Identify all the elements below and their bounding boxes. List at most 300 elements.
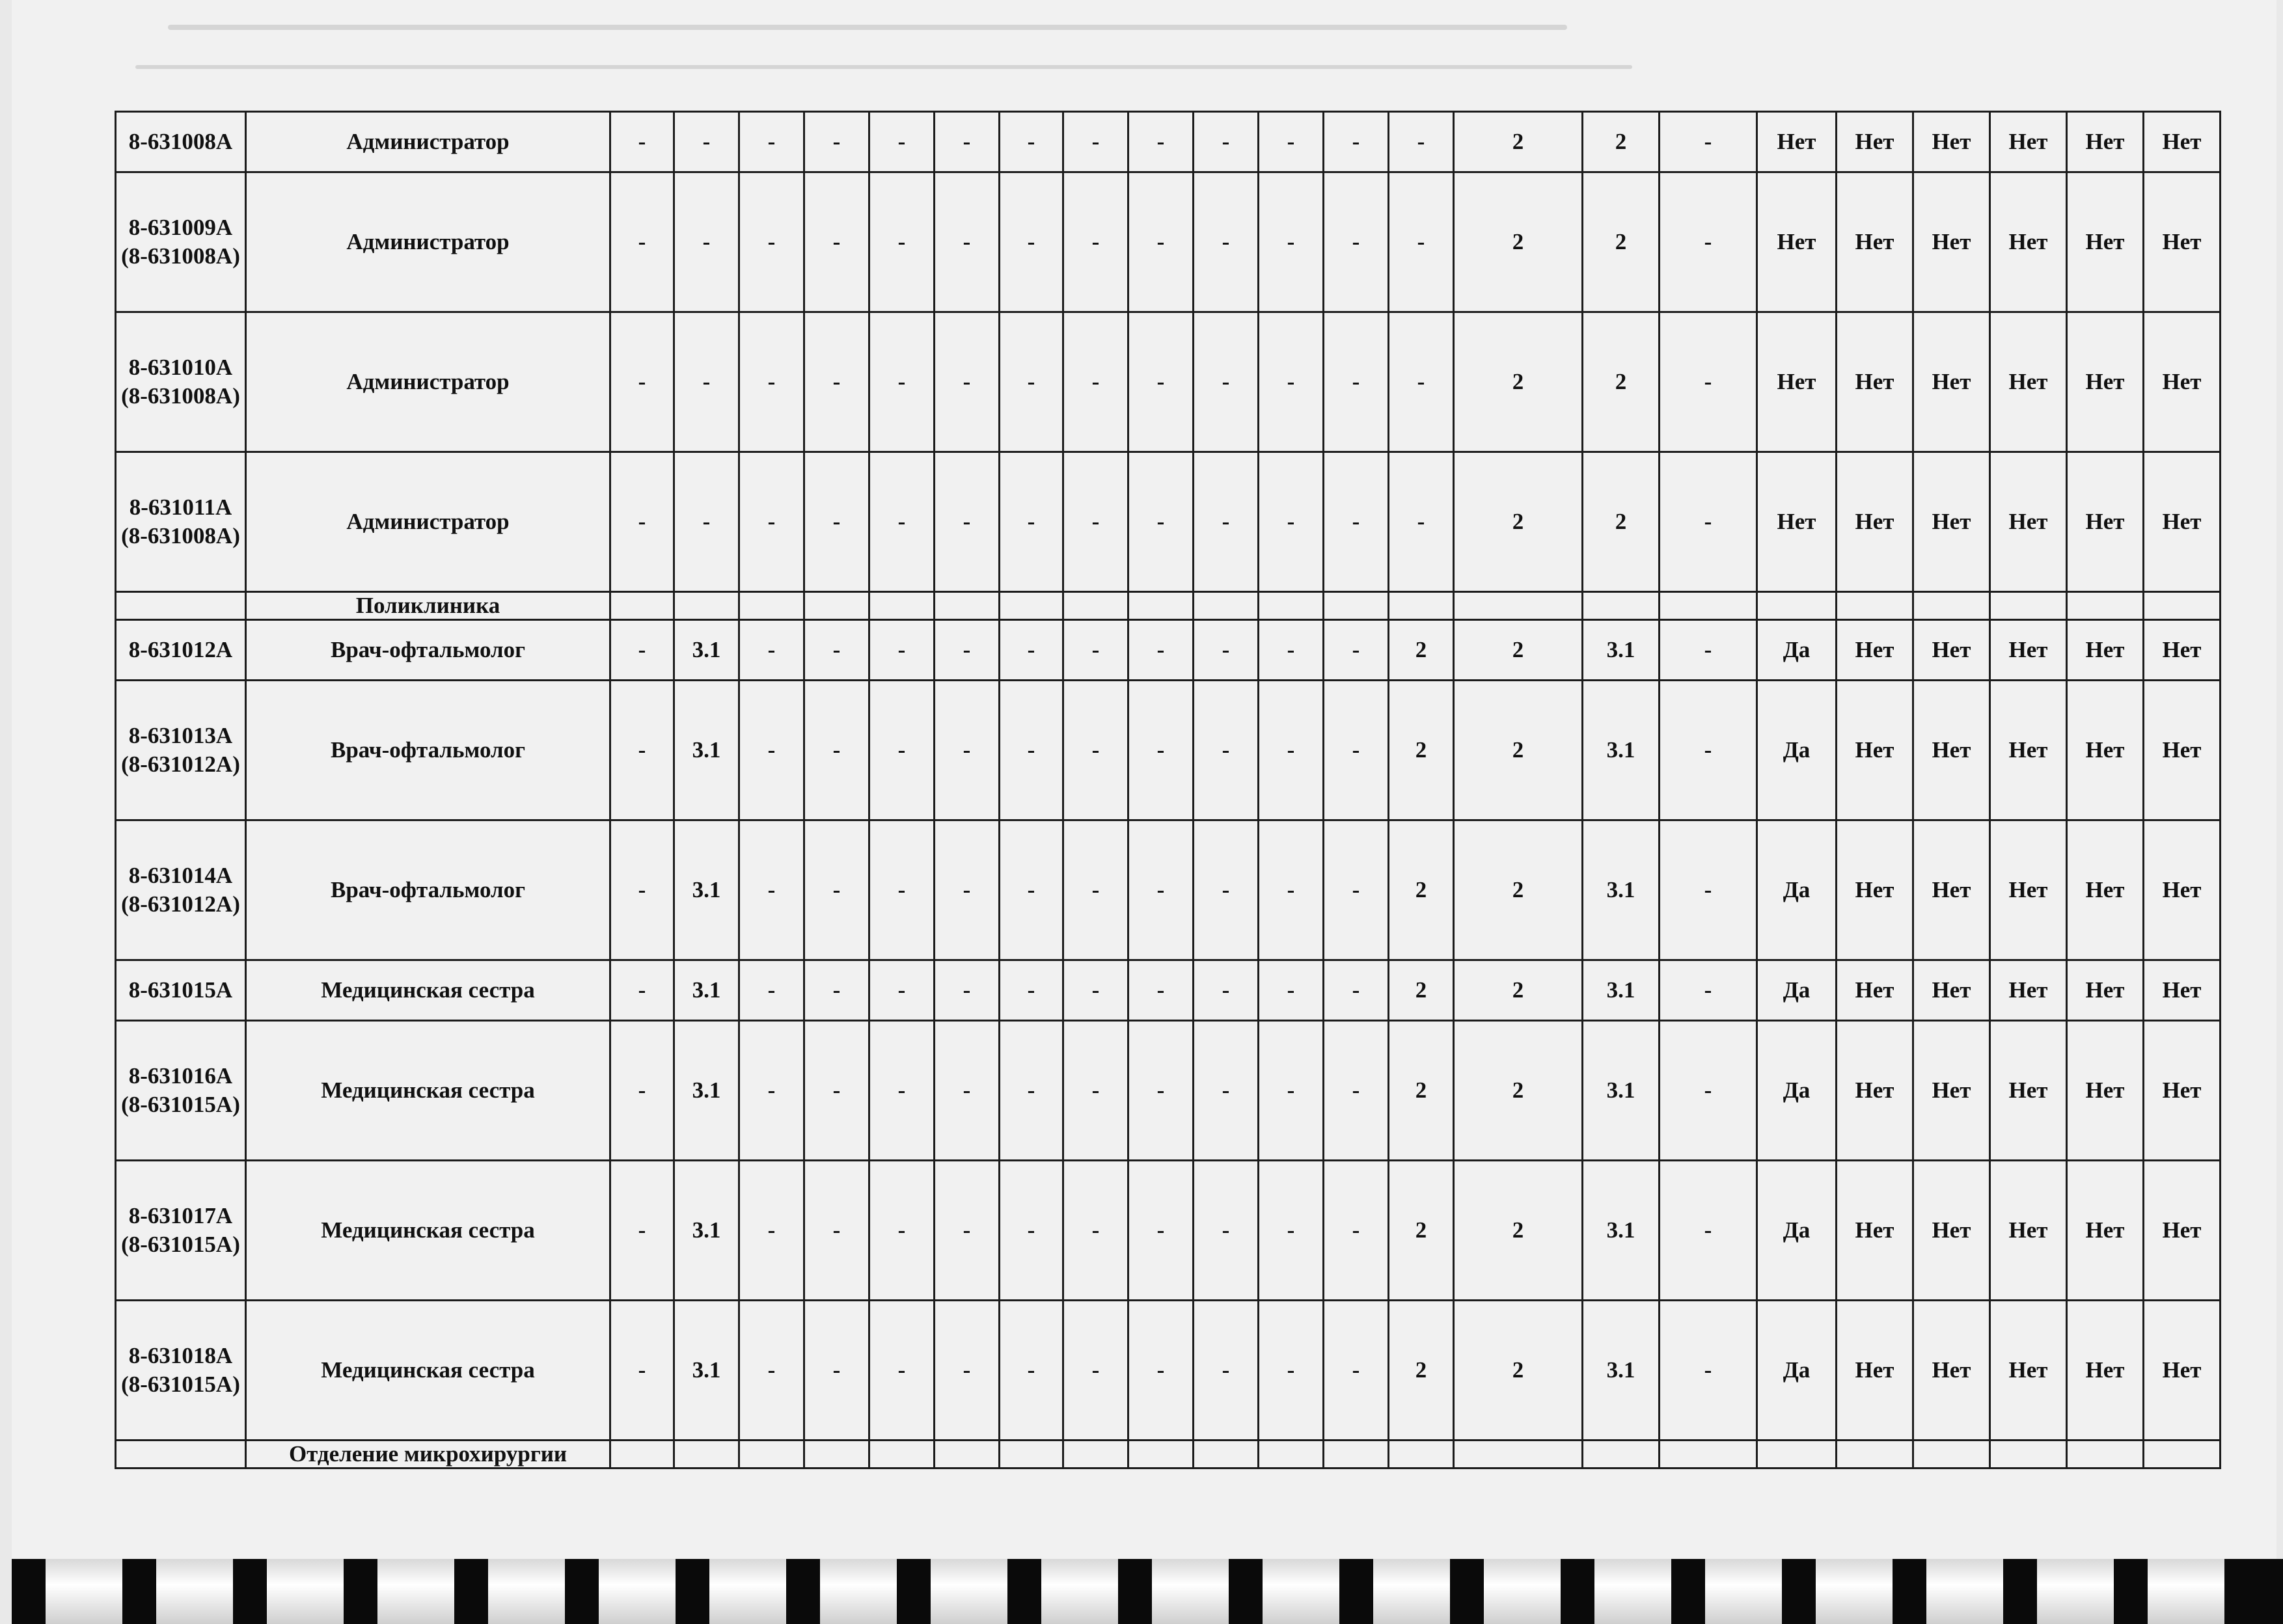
value-cell: -: [1324, 960, 1389, 1021]
value-cell: Да: [1757, 1021, 1837, 1161]
workplace-code-cell: 8-631010А (8-631008А): [116, 312, 246, 452]
scan-smudge: [135, 65, 1632, 69]
binding-tooth: [1926, 1559, 2003, 1624]
value-cell: -: [1000, 1161, 1063, 1301]
value-cell: Нет: [1757, 112, 1837, 172]
position-cell: Врач-офтальмолог: [246, 681, 610, 820]
value-cell: -: [1660, 820, 1757, 960]
binding-tooth: [1594, 1559, 1671, 1624]
value-cell: Да: [1757, 1301, 1837, 1441]
value-cell: [1000, 592, 1063, 620]
value-cell: 2: [1389, 681, 1454, 820]
table-row: [116, 312, 2221, 452]
value-cell: [1389, 592, 1454, 620]
value-cell: -: [935, 112, 1000, 172]
value-cell: [1063, 1441, 1128, 1468]
value-cell: -: [674, 312, 739, 452]
value-cell: -: [1324, 1021, 1389, 1161]
scan-smudge: [168, 25, 1567, 30]
binding-tooth: [931, 1559, 1007, 1624]
value-cell: 3.1: [674, 820, 739, 960]
section-row: [116, 592, 2221, 620]
value-cell: -: [1660, 312, 1757, 452]
position-cell: Администратор: [246, 452, 610, 592]
value-cell: -: [1000, 452, 1063, 592]
value-cell: -: [869, 960, 935, 1021]
value-cell: 3.1: [674, 681, 739, 820]
value-cell: -: [1259, 172, 1324, 312]
value-cell: 2: [1454, 820, 1583, 960]
value-cell: -: [1063, 112, 1128, 172]
value-cell: -: [1259, 112, 1324, 172]
value-cell: -: [610, 172, 674, 312]
value-cell: 2: [1454, 1161, 1583, 1301]
binding-tooth: [1041, 1559, 1118, 1624]
value-cell: -: [674, 112, 739, 172]
value-cell: Да: [1757, 1161, 1837, 1301]
value-cell: Нет: [1837, 452, 1913, 592]
value-cell: [739, 1441, 804, 1468]
value-cell: 3.1: [1583, 1161, 1660, 1301]
value-cell: Нет: [1913, 1021, 1990, 1161]
value-cell: Нет: [1913, 452, 1990, 592]
value-cell: 2: [1389, 1161, 1454, 1301]
code-cell: [116, 1441, 246, 1468]
value-cell: 2: [1454, 1301, 1583, 1441]
value-cell: Нет: [2144, 312, 2221, 452]
value-cell: 2: [1583, 452, 1660, 592]
value-cell: -: [1000, 112, 1063, 172]
value-cell: [2144, 592, 2221, 620]
value-cell: Да: [1757, 820, 1837, 960]
value-cell: [804, 1441, 869, 1468]
value-cell: 2: [1583, 312, 1660, 452]
value-cell: -: [804, 112, 869, 172]
value-cell: -: [1324, 1161, 1389, 1301]
value-cell: -: [1324, 452, 1389, 592]
value-cell: [1837, 592, 1913, 620]
value-cell: Нет: [2067, 172, 2144, 312]
table-row: [116, 1161, 2221, 1301]
code-cell: [116, 592, 246, 620]
value-cell: Нет: [1990, 312, 2067, 452]
value-cell: -: [1000, 681, 1063, 820]
value-cell: Нет: [1990, 960, 2067, 1021]
binding-tooth: [1816, 1559, 1893, 1624]
value-cell: Нет: [1837, 172, 1913, 312]
value-cell: -: [1389, 172, 1454, 312]
value-cell: -: [1194, 681, 1259, 820]
value-cell: -: [1128, 112, 1194, 172]
attestation-table: [115, 111, 2221, 1469]
value-cell: Нет: [2144, 820, 2221, 960]
value-cell: Нет: [1913, 312, 1990, 452]
value-cell: -: [1000, 620, 1063, 681]
value-cell: -: [1128, 1161, 1194, 1301]
value-cell: -: [1259, 312, 1324, 452]
value-cell: -: [1063, 960, 1128, 1021]
value-cell: -: [1194, 820, 1259, 960]
value-cell: Нет: [2067, 1301, 2144, 1441]
value-cell: Нет: [1837, 1021, 1913, 1161]
value-cell: Нет: [1990, 172, 2067, 312]
value-cell: -: [610, 1161, 674, 1301]
value-cell: -: [1063, 820, 1128, 960]
value-cell: -: [1000, 960, 1063, 1021]
value-cell: -: [1194, 620, 1259, 681]
value-cell: [1837, 1441, 1913, 1468]
value-cell: 3.1: [1583, 1301, 1660, 1441]
value-cell: -: [1660, 112, 1757, 172]
value-cell: -: [1660, 1021, 1757, 1161]
position-cell: Врач-офтальмолог: [246, 620, 610, 681]
value-cell: -: [804, 1161, 869, 1301]
value-cell: -: [1389, 112, 1454, 172]
value-cell: [674, 1441, 739, 1468]
value-cell: Нет: [1990, 1021, 2067, 1161]
value-cell: -: [1259, 820, 1324, 960]
value-cell: -: [1259, 681, 1324, 820]
value-cell: 3.1: [674, 1021, 739, 1161]
workplace-code-cell: 8-631008А: [116, 112, 246, 172]
value-cell: -: [1194, 960, 1259, 1021]
value-cell: Нет: [1913, 172, 1990, 312]
value-cell: [1000, 1441, 1063, 1468]
value-cell: [1757, 1441, 1837, 1468]
value-cell: [1259, 592, 1324, 620]
value-cell: Нет: [1990, 820, 2067, 960]
value-cell: 2: [1454, 620, 1583, 681]
value-cell: -: [935, 312, 1000, 452]
value-cell: Нет: [1990, 681, 2067, 820]
value-cell: Нет: [2067, 1161, 2144, 1301]
table-row: [116, 1021, 2221, 1161]
value-cell: -: [1128, 681, 1194, 820]
value-cell: [935, 592, 1000, 620]
value-cell: Нет: [1837, 620, 1913, 681]
value-cell: -: [1324, 1301, 1389, 1441]
value-cell: Нет: [1913, 620, 1990, 681]
binding-tooth: [267, 1559, 344, 1624]
value-cell: -: [1259, 1021, 1324, 1161]
value-cell: -: [1324, 681, 1389, 820]
value-cell: -: [1063, 681, 1128, 820]
value-cell: -: [1259, 1301, 1324, 1441]
value-cell: -: [935, 1021, 1000, 1161]
value-cell: -: [804, 620, 869, 681]
value-cell: Нет: [1837, 312, 1913, 452]
value-cell: -: [739, 1161, 804, 1301]
workplace-code-cell: 8-631011А (8-631008А): [116, 452, 246, 592]
value-cell: -: [1194, 1021, 1259, 1161]
value-cell: -: [869, 172, 935, 312]
value-cell: 3.1: [674, 620, 739, 681]
value-cell: [804, 592, 869, 620]
value-cell: Нет: [1990, 1161, 2067, 1301]
position-cell: Медицинская сестра: [246, 1161, 610, 1301]
value-cell: 3.1: [1583, 820, 1660, 960]
value-cell: -: [804, 172, 869, 312]
value-cell: -: [1063, 1161, 1128, 1301]
value-cell: -: [869, 681, 935, 820]
value-cell: -: [869, 1161, 935, 1301]
value-cell: -: [935, 620, 1000, 681]
workplace-code-cell: 8-631015А: [116, 960, 246, 1021]
value-cell: -: [1660, 1161, 1757, 1301]
value-cell: -: [1324, 820, 1389, 960]
value-cell: -: [1194, 312, 1259, 452]
value-cell: 2: [1454, 1021, 1583, 1161]
value-cell: -: [1259, 452, 1324, 592]
table-row: [116, 820, 2221, 960]
value-cell: -: [1063, 312, 1128, 452]
value-cell: -: [1063, 1301, 1128, 1441]
value-cell: -: [1128, 820, 1194, 960]
value-cell: -: [804, 681, 869, 820]
value-cell: Да: [1757, 620, 1837, 681]
value-cell: Нет: [1990, 112, 2067, 172]
value-cell: -: [1324, 312, 1389, 452]
value-cell: 3.1: [674, 1161, 739, 1301]
value-cell: -: [804, 1301, 869, 1441]
value-cell: Нет: [2144, 1301, 2221, 1441]
value-cell: [935, 1441, 1000, 1468]
binding-tooth: [377, 1559, 454, 1624]
value-cell: [1324, 1441, 1389, 1468]
value-cell: -: [610, 1021, 674, 1161]
value-cell: 2: [1454, 112, 1583, 172]
binding-tooth: [599, 1559, 676, 1624]
value-cell: -: [1063, 620, 1128, 681]
value-cell: Нет: [1757, 172, 1837, 312]
value-cell: Нет: [1913, 1301, 1990, 1441]
value-cell: -: [869, 620, 935, 681]
binding-tooth: [820, 1559, 897, 1624]
value-cell: [674, 592, 739, 620]
value-cell: -: [804, 452, 869, 592]
value-cell: -: [1259, 1161, 1324, 1301]
value-cell: -: [739, 681, 804, 820]
workplace-code-cell: 8-631013А (8-631012А): [116, 681, 246, 820]
value-cell: 2: [1583, 172, 1660, 312]
value-cell: -: [1660, 1301, 1757, 1441]
value-cell: -: [1063, 1021, 1128, 1161]
binding-tooth: [1263, 1559, 1339, 1624]
value-cell: -: [1660, 620, 1757, 681]
value-cell: Нет: [1990, 620, 2067, 681]
value-cell: -: [1324, 620, 1389, 681]
position-cell: Медицинская сестра: [246, 1301, 610, 1441]
workplace-code-cell: 8-631012А: [116, 620, 246, 681]
value-cell: -: [935, 681, 1000, 820]
value-cell: -: [739, 312, 804, 452]
value-cell: -: [610, 312, 674, 452]
value-cell: -: [739, 1021, 804, 1161]
value-cell: -: [1194, 1161, 1259, 1301]
value-cell: Нет: [2067, 681, 2144, 820]
binding-tooth: [488, 1559, 565, 1624]
position-cell: Врач-офтальмолог: [246, 820, 610, 960]
value-cell: -: [1128, 1301, 1194, 1441]
value-cell: Нет: [1837, 820, 1913, 960]
value-cell: 2: [1389, 1021, 1454, 1161]
value-cell: [869, 592, 935, 620]
value-cell: -: [1259, 960, 1324, 1021]
value-cell: 3.1: [1583, 681, 1660, 820]
value-cell: -: [739, 172, 804, 312]
binding-tooth: [2148, 1559, 2224, 1624]
value-cell: Нет: [2144, 172, 2221, 312]
value-cell: [2067, 1441, 2144, 1468]
value-cell: Нет: [1837, 112, 1913, 172]
value-cell: 2: [1454, 960, 1583, 1021]
value-cell: Нет: [1913, 820, 1990, 960]
value-cell: 2: [1389, 1301, 1454, 1441]
value-cell: [1128, 592, 1194, 620]
value-cell: -: [935, 960, 1000, 1021]
value-cell: -: [935, 172, 1000, 312]
value-cell: -: [610, 1301, 674, 1441]
value-cell: 2: [1454, 681, 1583, 820]
binding-tooth: [156, 1559, 233, 1624]
workplace-code-cell: 8-631016А (8-631015А): [116, 1021, 246, 1161]
position-cell: Администратор: [246, 312, 610, 452]
value-cell: Нет: [1837, 960, 1913, 1021]
value-cell: -: [1259, 620, 1324, 681]
value-cell: [2144, 1441, 2221, 1468]
value-cell: -: [610, 620, 674, 681]
workplace-code-cell: 8-631018А (8-631015А): [116, 1301, 246, 1441]
value-cell: 2: [1583, 112, 1660, 172]
value-cell: Да: [1757, 681, 1837, 820]
value-cell: Нет: [2067, 312, 2144, 452]
value-cell: -: [869, 112, 935, 172]
table-row: [116, 620, 2221, 681]
binding-tooth: [2037, 1559, 2114, 1624]
value-cell: -: [739, 960, 804, 1021]
table-row: [116, 172, 2221, 312]
value-cell: -: [1324, 112, 1389, 172]
position-cell: Администратор: [246, 112, 610, 172]
value-cell: [1063, 592, 1128, 620]
value-cell: -: [739, 112, 804, 172]
value-cell: Нет: [1837, 1161, 1913, 1301]
value-cell: Нет: [1757, 312, 1837, 452]
value-cell: [610, 592, 674, 620]
workplace-code-cell: 8-631017А (8-631015А): [116, 1161, 246, 1301]
value-cell: -: [804, 960, 869, 1021]
value-cell: Нет: [2067, 1021, 2144, 1161]
value-cell: Нет: [2144, 1161, 2221, 1301]
value-cell: -: [1324, 172, 1389, 312]
value-cell: -: [1194, 112, 1259, 172]
value-cell: -: [739, 1301, 804, 1441]
value-cell: -: [1389, 452, 1454, 592]
value-cell: Нет: [2067, 112, 2144, 172]
value-cell: -: [1660, 452, 1757, 592]
table-row: [116, 112, 2221, 172]
value-cell: 2: [1389, 620, 1454, 681]
value-cell: 3.1: [1583, 1021, 1660, 1161]
value-cell: [1913, 592, 1990, 620]
value-cell: Нет: [2067, 960, 2144, 1021]
section-row: [116, 1441, 2221, 1468]
value-cell: Нет: [1990, 452, 2067, 592]
binding-tooth: [1484, 1559, 1561, 1624]
value-cell: -: [1000, 172, 1063, 312]
value-cell: Нет: [2067, 452, 2144, 592]
value-cell: -: [869, 820, 935, 960]
value-cell: -: [739, 620, 804, 681]
document-page: [12, 0, 2276, 1562]
value-cell: [869, 1441, 935, 1468]
table-row: [116, 1301, 2221, 1441]
position-cell: Администратор: [246, 172, 610, 312]
value-cell: Нет: [1757, 452, 1837, 592]
value-cell: Нет: [2144, 960, 2221, 1021]
value-cell: [1259, 1441, 1324, 1468]
value-cell: -: [1128, 172, 1194, 312]
value-cell: [739, 592, 804, 620]
value-cell: -: [935, 1301, 1000, 1441]
value-cell: -: [1194, 172, 1259, 312]
value-cell: 2: [1389, 820, 1454, 960]
value-cell: -: [1194, 1301, 1259, 1441]
value-cell: Нет: [1990, 1301, 2067, 1441]
value-cell: -: [1128, 1021, 1194, 1161]
value-cell: -: [935, 1161, 1000, 1301]
value-cell: -: [869, 452, 935, 592]
value-cell: -: [1128, 960, 1194, 1021]
value-cell: -: [935, 452, 1000, 592]
section-title: Поликлиника: [246, 592, 610, 620]
value-cell: Нет: [2144, 681, 2221, 820]
value-cell: -: [804, 312, 869, 452]
value-cell: -: [610, 960, 674, 1021]
value-cell: -: [1063, 172, 1128, 312]
value-cell: -: [1128, 452, 1194, 592]
value-cell: -: [1128, 312, 1194, 452]
value-cell: -: [1660, 681, 1757, 820]
value-cell: -: [610, 681, 674, 820]
section-title: Отделение микрохирургии: [246, 1441, 610, 1468]
spiral-binding: [12, 1559, 2283, 1624]
value-cell: -: [1063, 452, 1128, 592]
value-cell: Нет: [1913, 960, 1990, 1021]
value-cell: [2067, 592, 2144, 620]
binding-tooth: [709, 1559, 786, 1624]
value-cell: -: [1128, 620, 1194, 681]
value-cell: [1583, 1441, 1660, 1468]
value-cell: Нет: [2144, 112, 2221, 172]
value-cell: -: [869, 1021, 935, 1161]
value-cell: -: [1000, 312, 1063, 452]
value-cell: [1660, 592, 1757, 620]
value-cell: [1454, 592, 1583, 620]
value-cell: -: [1000, 1301, 1063, 1441]
value-cell: -: [804, 820, 869, 960]
value-cell: [1194, 1441, 1259, 1468]
value-cell: [1128, 1441, 1194, 1468]
position-cell: Медицинская сестра: [246, 960, 610, 1021]
workplace-code-cell: 8-631014А (8-631012А): [116, 820, 246, 960]
value-cell: Нет: [2144, 1021, 2221, 1161]
binding-tooth: [1705, 1559, 1782, 1624]
value-cell: Нет: [2067, 620, 2144, 681]
value-cell: 2: [1454, 312, 1583, 452]
value-cell: [1990, 592, 2067, 620]
value-cell: [1454, 1441, 1583, 1468]
